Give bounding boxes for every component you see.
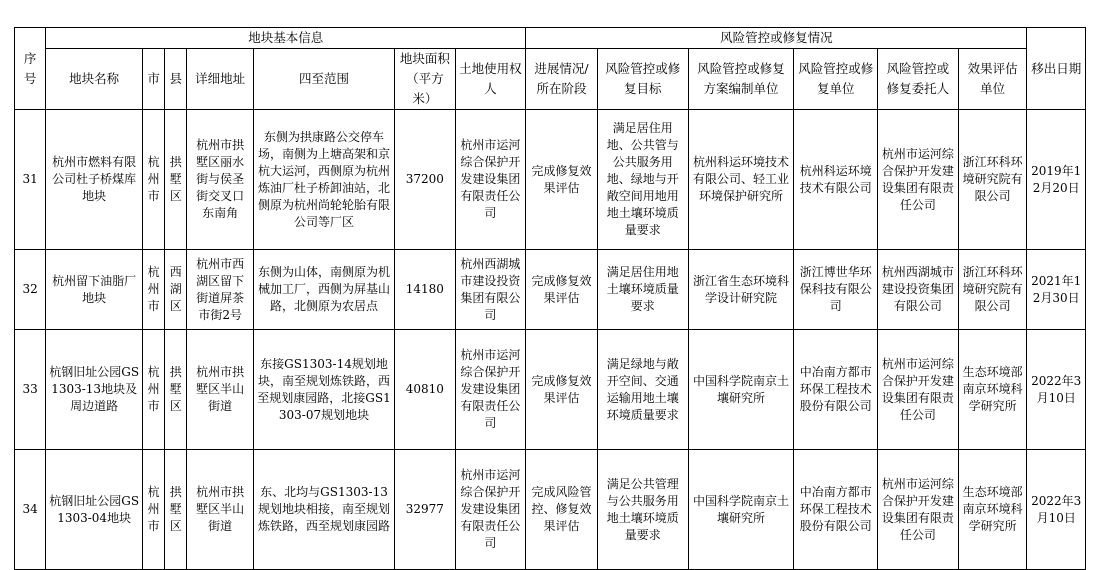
header-basic-info: 地块基本信息 — [46, 28, 526, 49]
cell-area: 40810 — [395, 330, 455, 450]
group-header-row — [15, 28, 1086, 49]
cell-target: 满足公共管理与公共服务用地土壤环境质量要求 — [597, 450, 688, 570]
cell-city: 杭州市 — [143, 250, 165, 330]
cell-county: 拱墅区 — [165, 330, 187, 450]
cell-serial: 34 — [15, 450, 46, 570]
cell-county: 拱墅区 — [165, 110, 187, 250]
cell-eval-unit: 浙江环科环境研究院有限公司 — [958, 110, 1027, 250]
cell-eval-unit: 浙江环科环境研究院有限公司 — [958, 250, 1027, 330]
header-plan-unit: 风险管控或修复方案编制单位 — [688, 49, 794, 110]
cell-address: 杭州市西湖区留下街道屏茶市街2号 — [187, 250, 254, 330]
cell-eval-unit: 生态环境部南京环境科学研究所 — [958, 450, 1027, 570]
cell-plan-unit: 中国科学院南京土壤研究所 — [688, 330, 794, 450]
cell-client: 杭州市运河综合保护开发建设集团有限责任公司 — [878, 110, 959, 250]
header-risk-info: 风险管控或修复情况 — [526, 28, 1027, 49]
cell-date: 2022年3月10日 — [1027, 450, 1086, 570]
cell-plan-unit: 中国科学院南京土壤研究所 — [688, 450, 794, 570]
header-city: 市 — [143, 49, 165, 110]
header-repair-unit: 风险管控或修复单位 — [794, 49, 878, 110]
cell-repair-unit: 中冶南方都市环保工程技术股份有限公司 — [794, 450, 878, 570]
cell-address: 杭州市拱墅区丽水街与侯圣街交叉口东南角 — [187, 110, 254, 250]
cell-progress: 完成修复效果评估 — [526, 330, 598, 450]
cell-serial: 33 — [15, 330, 46, 450]
header-eval-unit: 效果评估单位 — [958, 49, 1027, 110]
cell-land-user: 杭州市运河综合保护开发建设集团有限责任公司 — [455, 450, 526, 570]
header-progress: 进展情况/所在阶段 — [526, 49, 598, 110]
cell-land-user: 杭州西湖城市建设投资集团有限公司 — [455, 250, 526, 330]
cell-area: 32977 — [395, 450, 455, 570]
cell-name: 杭钢旧址公园GS1303-04地块 — [46, 450, 143, 570]
cell-boundary: 东接GS1303-14规划地块，南至规划炼铁路，西至规划康园路，北接GS1303-07规划地块 — [253, 330, 394, 450]
cell-client: 杭州西湖城市建设投资集团有限公司 — [878, 250, 959, 330]
header-county: 县 — [165, 49, 187, 110]
cell-name: 杭州市燃料有限公司杜子桥煤库地块 — [46, 110, 143, 250]
cell-date: 2022年3月10日 — [1027, 330, 1086, 450]
cell-county: 西湖区 — [165, 250, 187, 330]
header-removal-date: 移出日期 — [1027, 28, 1086, 110]
header-serial: 序号 — [15, 28, 46, 110]
cell-progress: 完成风险管控、修复效果评估 — [526, 450, 598, 570]
cell-client: 杭州市运河综合保护开发建设集团有限责任公司 — [878, 330, 959, 450]
column-header-row — [15, 49, 1086, 110]
cell-land-user: 杭州市运河综合保护开发建设集团有限责任公司 — [455, 330, 526, 450]
cell-serial: 31 — [15, 110, 46, 250]
cell-plan-unit: 浙江省生态环境科学设计研究院 — [688, 250, 794, 330]
cell-repair-unit: 中冶南方都市环保工程技术股份有限公司 — [794, 330, 878, 450]
cell-repair-unit: 杭州科运环境技术有限公司 — [794, 110, 878, 250]
cell-area: 37200 — [395, 110, 455, 250]
cell-serial: 32 — [15, 250, 46, 330]
header-client: 风险管控或修复委托人 — [878, 49, 959, 110]
header-area: 地块面积（平方米） — [395, 49, 455, 110]
cell-target: 满足居住用地土壤环境质量要求 — [597, 250, 688, 330]
table-row — [15, 110, 1086, 250]
cell-eval-unit: 生态环境部南京环境科学研究所 — [958, 330, 1027, 450]
header-boundary: 四至范围 — [253, 49, 394, 110]
cell-boundary: 东侧为山体，南侧原为机械加工厂，西侧为屏基山路，北侧原为农居点 — [253, 250, 394, 330]
cell-name: 杭州留下油脂厂地块 — [46, 250, 143, 330]
cell-land-user: 杭州市运河综合保护开发建设集团有限责任公司 — [455, 110, 526, 250]
cell-progress: 完成修复效果评估 — [526, 110, 598, 250]
cell-address: 杭州市拱墅区半山街道 — [187, 450, 254, 570]
cell-boundary: 东、北均与GS1303-13规划地块相接，南至规划炼铁路，西至规划康园路 — [253, 450, 394, 570]
table-row — [15, 330, 1086, 450]
table-row — [15, 250, 1086, 330]
header-land-user: 土地使用权人 — [455, 49, 526, 110]
cell-boundary: 东侧为拱康路公交停车场，南侧为上塘高架和京杭大运河，西侧原为杭州炼油厂杜子桥卸油站，北侧原为杭州尚轮轮胎有限公司等厂区 — [253, 110, 394, 250]
table-row — [15, 450, 1086, 570]
cell-plan-unit: 杭州科运环境技术有限公司、轻工业环境保护研究所 — [688, 110, 794, 250]
cell-target: 满足居住用地、公共管与公共服务用地、绿地与开敞空间用地用地土壤环境质量要求 — [597, 110, 688, 250]
cell-city: 杭州市 — [143, 450, 165, 570]
cell-address: 杭州市拱墅区半山街道 — [187, 330, 254, 450]
cell-area: 14180 — [395, 250, 455, 330]
cell-name: 杭钢旧址公园GS1303-13地块及周边道路 — [46, 330, 143, 450]
cell-city: 杭州市 — [143, 330, 165, 450]
header-address: 详细地址 — [187, 49, 254, 110]
cell-client: 杭州市运河综合保护开发建设集团有限责任公司 — [878, 450, 959, 570]
cell-progress: 完成修复效果评估 — [526, 250, 598, 330]
cell-target: 满足绿地与敞开空间、交通运输用地土壤环境质量要求 — [597, 330, 688, 450]
cell-repair-unit: 浙江博世华环保科技有限公司 — [794, 250, 878, 330]
header-name: 地块名称 — [46, 49, 143, 110]
site-table — [14, 27, 1086, 570]
cell-date: 2021年12月30日 — [1027, 250, 1086, 330]
header-target: 风险管控或修复目标 — [597, 49, 688, 110]
cell-date: 2019年12月20日 — [1027, 110, 1086, 250]
cell-city: 杭州市 — [143, 110, 165, 250]
cell-county: 拱墅区 — [165, 450, 187, 570]
